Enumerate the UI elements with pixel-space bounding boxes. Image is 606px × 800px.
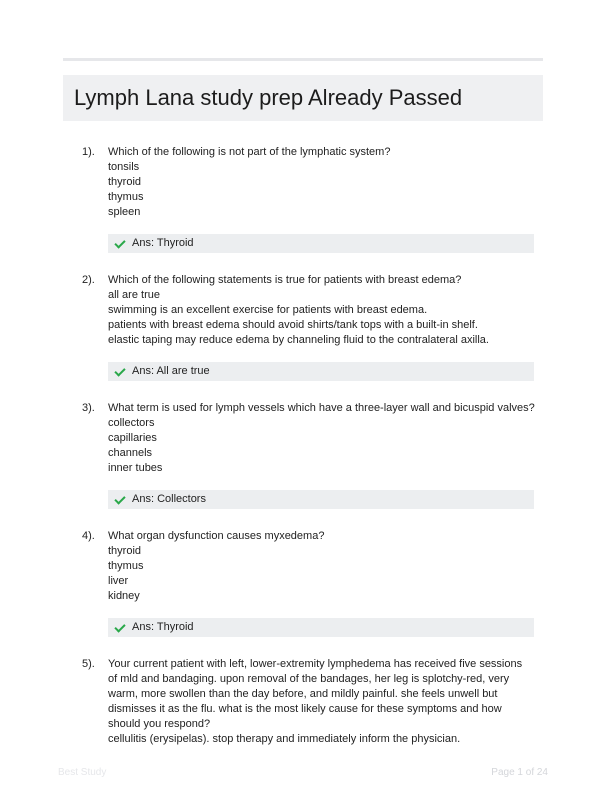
question-number: 5). <box>82 658 95 670</box>
option: cellulitis (erysipelas). stop therapy and immediately inform the physician. <box>108 733 461 745</box>
question-number: 2). <box>82 274 95 286</box>
option: capillaries <box>108 432 157 444</box>
checkmark-icon <box>114 490 128 509</box>
footer-brand: Best Study <box>58 767 107 778</box>
page-title: Lymph Lana study prep Already Passed <box>74 85 463 110</box>
answer-box <box>108 234 534 253</box>
option: thyroid <box>108 545 142 557</box>
question-text: What organ dysfunction causes myxedema? <box>108 530 325 542</box>
answer-box <box>108 362 534 381</box>
option: patients with breast edema should avoid shirts/tank tops with a built-in shelf. <box>108 319 478 331</box>
option: inner tubes <box>108 462 163 474</box>
option: thymus <box>108 560 144 572</box>
option: all are true <box>108 289 160 301</box>
question-2 <box>82 273 537 381</box>
option: thymus <box>108 191 144 203</box>
question-number: 4). <box>82 530 95 542</box>
question-text: Which of the following statements is true for patients with breast edema? <box>108 274 462 286</box>
question-number: 3). <box>82 402 95 414</box>
option: spleen <box>108 206 141 218</box>
question-3 <box>82 401 537 509</box>
option: liver <box>108 575 129 587</box>
answer-box <box>108 490 534 509</box>
checkmark-icon <box>114 618 128 637</box>
answer-text: Ans: All are true <box>132 365 210 377</box>
top-divider <box>63 58 543 61</box>
answer-text: Ans: Collectors <box>132 493 206 505</box>
option: channels <box>108 447 153 459</box>
option: kidney <box>108 590 140 602</box>
checkmark-icon <box>114 362 128 381</box>
question-text: What term is used for lymph vessels which have a three-layer wall and bicuspid valves? <box>108 402 535 414</box>
question-5 <box>82 657 537 747</box>
option: tonsils <box>108 161 140 173</box>
page-number: Page 1 of 24 <box>491 767 548 778</box>
answer-box <box>108 618 534 637</box>
question-text: Your current patient with left, lower-extremity lymphedema has received five sessions of mld and bandaging. upon removal of the bandages, her leg is splotchy-red, very warm, more swollen than the day before, and mildly painful. she feels unwell but dismisses it as the flu. what is the most likely cause for these symptoms and how should you respond? <box>108 658 523 730</box>
question-text: Which of the following is not part of the lymphatic system? <box>108 146 391 158</box>
option: collectors <box>108 417 155 429</box>
title-banner <box>63 75 543 121</box>
answer-text: Ans: Thyroid <box>132 621 194 633</box>
question-1 <box>82 145 537 253</box>
question-4 <box>82 529 537 637</box>
option: swimming is an excellent exercise for patients with breast edema. <box>108 304 428 316</box>
question-number: 1). <box>82 146 95 158</box>
checkmark-icon <box>114 234 128 253</box>
option: thyroid <box>108 176 142 188</box>
option: elastic taping may reduce edema by channeling fluid to the contralateral axilla. <box>108 334 489 346</box>
answer-text: Ans: Thyroid <box>132 237 194 249</box>
